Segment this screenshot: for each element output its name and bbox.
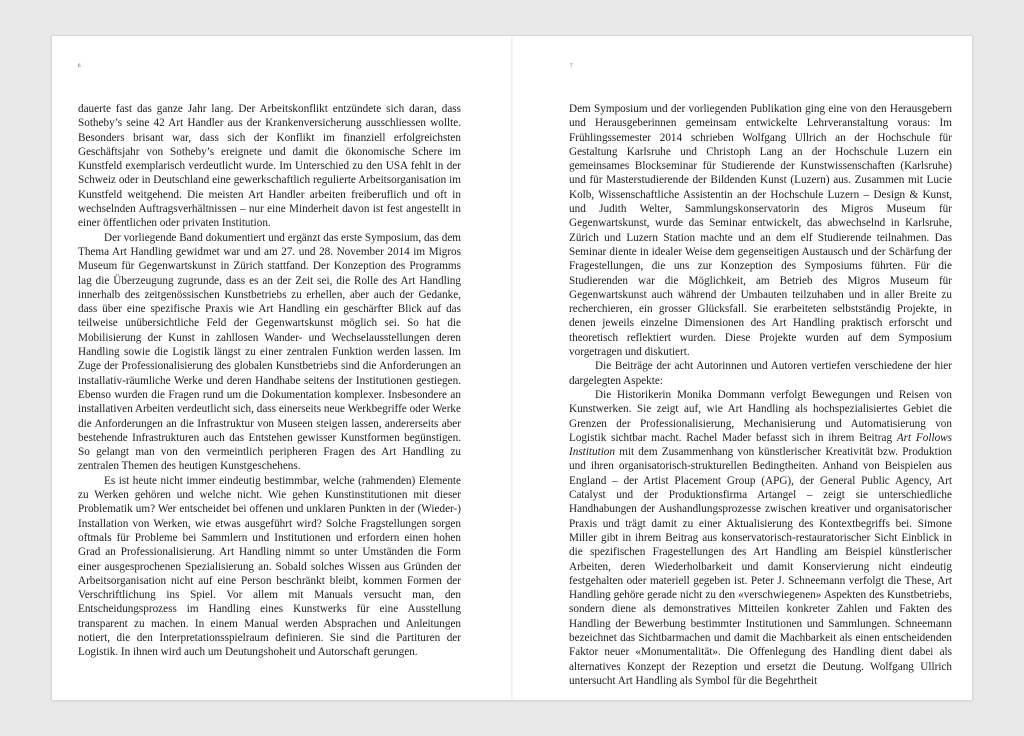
paragraph: Dem Symposium und der vorliegenden Publikation ging eine von den Herausgebern und Herausgeberinnen gemeinsam entwickelte Lehrveranstaltung voraus: Im Frühlingssemester 2014 schrieben Wolfgang Ullrich an der Hochschule für Gestaltung Karlsruhe und Christoph Lang an der Hochschule Luzern ein gemeinsames Blockseminar für Studierende der Kunstwissenschaften (Karlsruhe) und für Masterstudierende der Bildenden Kunst (Luzern) aus. Zusammen mit Lucie Kolb, Wissenschaftliche Assistentin an der Hochschule Luzern – Design & Kunst, und Judith Welter, Sammlungskonservatorin des Migros Museum für Gegenwartskunst, wurde das Seminar entwickelt, das abwechselnd in Karlsruhe, Zürich und Luzern Station machte und an dem elf Studierende teilnahmen. Das Seminar diente in idealer Weise dem gegenseitigen Austausch und der Schärfung der Fragestellungen, die uns zur Konzeption des Symposiums führten. Für die Studierenden war die Möglichkeit, am Betrieb des Migros Museum für Gegenwartskunst auch während der Umbauten teilzuhaben und in aller Breite zu recherchieren, ein grosser Glücksfall. Sie erarbeiteten selbstständig Projekte, in denen jeweils einzelne Dimensionen des Art Handling praktisch erforscht und theoretisch reflektiert wurden. Diese Projekte wurden auf dem Symposium vorgetragen und diskutiert.	[569, 103, 952, 359]
left-page	[52, 36, 512, 700]
body-text	[78, 102, 461, 660]
paragraph: Der vorliegende Band dokumentiert und ergänzt das erste Symposium, das dem Thema Art Handling gewidmet war und am 27. und 28. November 2014 im Migros Museum für Gegenwartskunst in Zürich stattfand. Der Konzeption des Programms lag die Überzeugung zugrunde, dass es an der Zeit sei, die Rolle des Art Handling innerhalb des zeitgenössischen Kunstbetriebs zu erhellen, aber auch der Gedanke, dass über eine spezifische Praxis wie Art Handling ein geschärfter Blick auf das teilweise unübersichtliche Feld der Gegenwartskunst möglich sei. So hat die Mobilisierung der Kunst in zahllosen Wander- und Wechselausstellungen deren Handling sowie die Logistik längst zu einer zentralen Funktion werden lassen. Im Zuge der Professionalisierung des globalen Kunstbetriebs sind die Anforderungen an installativ-räumliche Werke und deren Handhabe seitens der Institutionen gestiegen. Ebenso wurden die Fragen rund um die Dokumentation komplexer. Insbesondere an installativen Arbeiten verdeutlicht sich, dass einerseits neue Werkbegriffe oder Werke die Anforderungen an die Infrastruktur von Museen steigen lassen, andererseits aber bestehende Infrastrukturen auch das Entstehen gewisser Kunstformen begünstigen. So gelangt man von den vermeintlich peripheren Fragen des Art Handling zu zentralen Themen des heutigen Kunstgeschehens.	[78, 231, 461, 473]
page-number: 7	[570, 64, 573, 69]
essay-title: Art Follows Institution	[569, 431, 952, 459]
paragraph: dauerte fast das ganze Jahr lang. Der Arbeitskonflikt entzündete sich daran, dass Sotheby’s seine 42 Art Handler aus der Krankenversicherung ausschliessen wollte. Besonders brisant war, dass sich der Konflikt im finanziell erfolgreichsten Geschäftsjahr von Sotheby’s ereignete und damit die ökonomische Schere im Kunstfeld exemplarisch verdeutlicht wurde. Im Unterschied zu den USA fehlt in der Schweiz oder in Deutschland eine gewerkschaftlich regulierte Arbeitsorganisation im Kunstfeld weitgehend. Die meisten Art Handler arbeiten freiberuflich und oft in wechselnden Auftragsverhältnissen – nur eine Minderheit davon ist fest angestellt in einer öffentlichen oder privaten Institution.	[78, 103, 461, 230]
page-number: 6	[78, 64, 81, 69]
body-text	[569, 102, 952, 688]
paragraph	[569, 388, 952, 688]
paragraph-text: mit dem Zusammenhang von künstlerischer Kreativität bzw. Produktion und ihren organisatorisch-strukturellen Bedingtheiten. Anhand von Beispielen aus England – der Artist Placement Group (APG), der General Public Agency, Art Catalyst und der Produktionsfirma Artangel – zeigt sie unterschiedliche Handhabungen der Aushandlungsprozesse zwischen kreativer und organisatorischer Praxis und trägt damit zu einer Aktualisierung des Kontextbegriffs bei. Simone Miller gibt in ihrem Beitrag aus konservatorisch-restauratorischer Sicht Einblick in die spezifischen Fragestellungen des Art Handling am Beispiel künstlerischer Arbeiten, deren Wiederholbarkeit und damit Konservierung nicht eindeutig festgehalten oder materiell gegeben ist. Peter J. Schneemann verfolgt die These, Art Handling gehöre gerade nicht zu den «verschwiegenen» Aspekten des Kunstbetriebs, sondern diene als demonstratives Mitteilen konkreter Zahlen und Fakten des Handling der Bewerbung bestimmter Institutionen und Sammlungen. Schneemann bezeichnet das Sichtbarmachen und damit die Machbarkeit als einen entscheidenden Faktor neuer «Monumentalität». Die Offenlegung des Handling dient dabei als alternatives Konzept der Rezeption und ersetzt die Deutung. Wolfgang Ullrich untersucht Art Handling als Symbol für die Begehrtheit	[569, 446, 952, 687]
right-page	[512, 36, 972, 700]
paragraph-text: Die Historikerin Monika Dommann verfolgt Bewegungen und Reisen von Kunstwerken. Sie zeigt auf, wie Art Handling als hochspezialisiertes Gebiet die Grenzen der Professionalisierung, Mechanisierung und Automatisierung von Logistik sichtbar macht. Rachel Mader befasst sich in ihrem Beitrag	[569, 388, 952, 444]
paragraph: Die Beiträge der acht Autorinnen und Autoren vertiefen verschiedene der hier dargelegten Aspekte:	[569, 360, 952, 387]
paragraph: Es ist heute nicht immer eindeutig bestimmbar, welche (rahmenden) Elemente zu Werken gehören und welche nicht. Wie gehen Kunstinstitutionen mit dieser Problematik um? Wer entscheidet bei offenen und unklaren Punkten in der (Wieder-) Installation von Werken, wie etwas ausgeführt wird? Solche Fragstellungen sorgen oftmals für Probleme bei Sammlern und Institutionen und erfordern einen hohen Grad an Professionalisierung. Art Handling nimmt so unter Umständen die Form einer ausgesprochenen Spezialisierung an. Sobald solches Wissen aus Gründen der Arbeitsorganisation nicht auf eine Person beschränkt bleibt, kommen Formen der Verschriftlichung ins Spiel. Vor allem mit Manuals versucht man, den Entscheidungsprozess im Handling eines Kunstwerks für eine Ausstellung transparent zu machen. In einem Manual werden Absprachen und Anleitungen notiert, die den Interpretationsspielraum definieren. Sie sind die Partituren der Logistik. In ihnen wird auch um Deutungshoheit und Autorschaft gerungen.	[78, 474, 461, 659]
book-spread	[52, 36, 972, 700]
